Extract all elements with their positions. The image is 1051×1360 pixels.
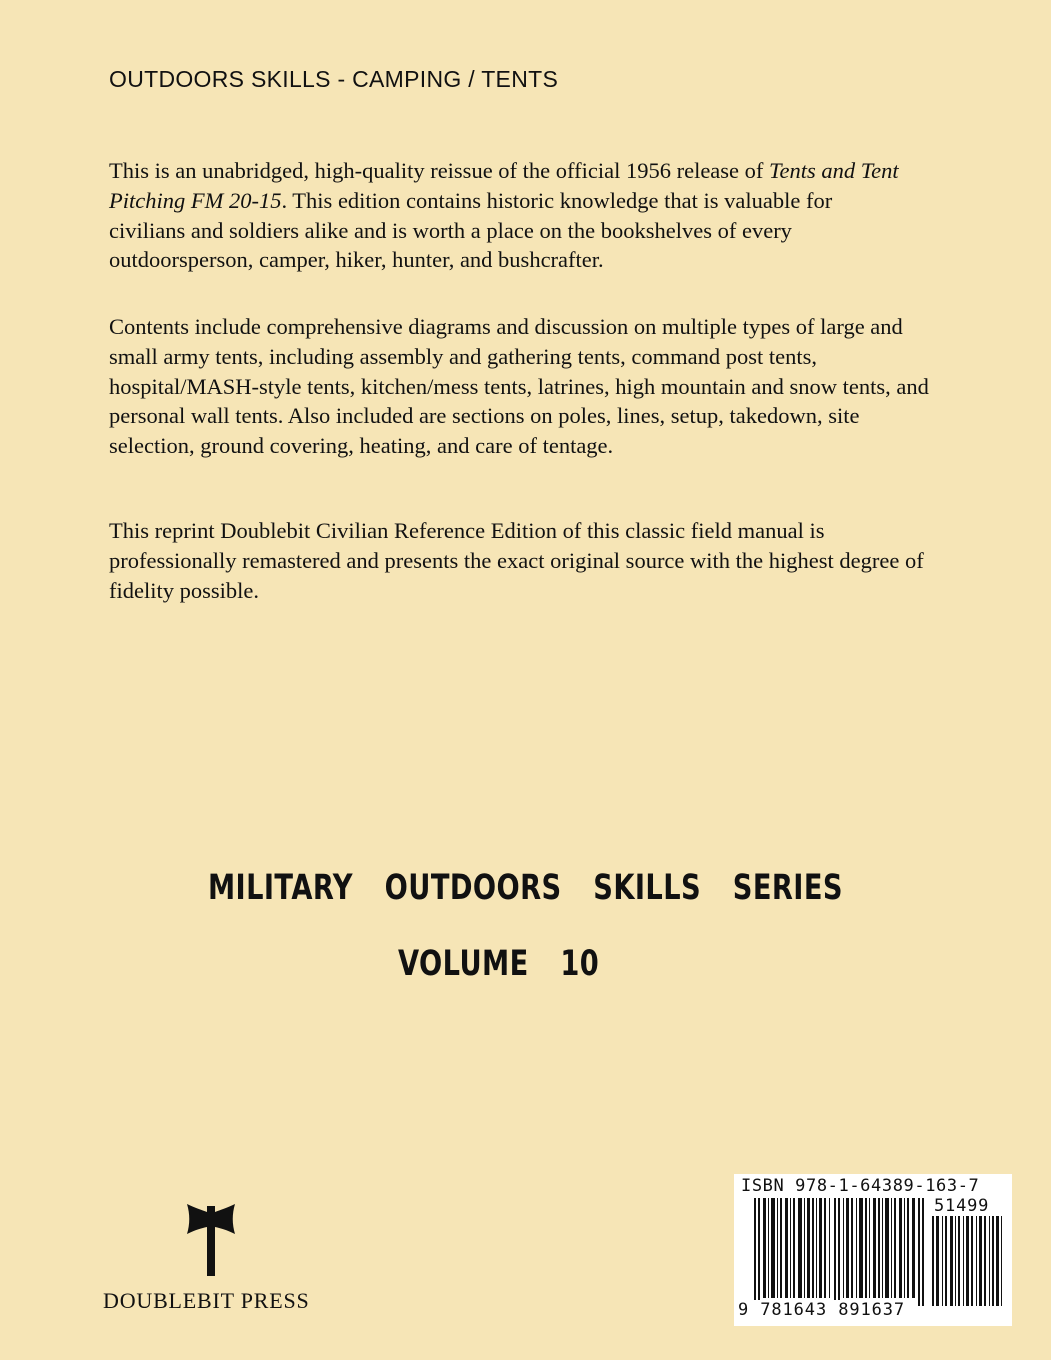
description-intro: This is an unabridged, high-quality reissue of the official 1956 release of bbox=[109, 158, 770, 183]
series-title: MILITARY OUTDOORS SKILLS SERIES bbox=[208, 868, 843, 908]
publisher-name: DOUBLEBIT PRESS bbox=[103, 1288, 310, 1313]
price-code: 51499 bbox=[934, 1196, 990, 1216]
description-paragraph-1 bbox=[109, 156, 909, 275]
description-paragraph-2: Contents include comprehensive diagrams and discussion on multiple types of large and small army tents, including assembly and gathering tents, command post tents, hospital/MASH-style tents, kitchen/mess tents, latrines, high mountain and snow tents, and personal wall tents. Also included are sections on poles, lines, setup, takedown, site selection, ground covering, heating, and care of tentage. bbox=[109, 314, 929, 459]
price-addon-bars bbox=[930, 1216, 1006, 1306]
ean-digits: 9 781643 891637 bbox=[738, 1300, 906, 1320]
description-paragraph-3: This reprint Doublebit Civilian Reference Edition of this classic field manual is professionally remastered and presents the exact original source with the highest degree of fidelity possible. bbox=[109, 518, 924, 603]
description-continuation: . This edition contains historic knowledge that is valuable for civilians and soldiers alike and is worth a place on the bookshelves of every outdoorsperson, camper, hiker, hunter, and bushcrafter. bbox=[109, 187, 833, 273]
isbn-number: ISBN 978-1-64389-163-7 bbox=[741, 1176, 980, 1196]
double-bit-axe-icon bbox=[186, 1202, 236, 1278]
volume-number: VOLUME 10 bbox=[398, 944, 600, 984]
subject-category: OUTDOORS SKILLS - CAMPING / TENTS bbox=[109, 66, 559, 92]
isbn-barcode bbox=[734, 1174, 1012, 1326]
book-title: Tents and Tent Pitching FM 20-15 bbox=[109, 158, 899, 213]
ean-barcode-bars bbox=[752, 1198, 930, 1306]
